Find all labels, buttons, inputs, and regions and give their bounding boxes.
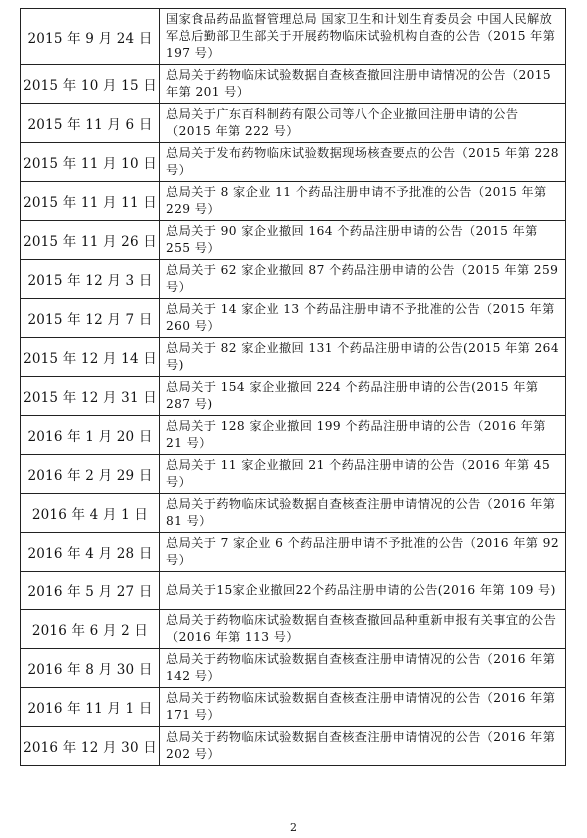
date-cell: 2015 年 11 月 6 日 [21, 104, 160, 143]
table-row [21, 609, 566, 648]
announcement-title-cell: 总局关于广东百科制药有限公司等八个企业撤回注册申请的公告（2015 年第 222 号） [160, 104, 566, 143]
table-row [21, 9, 566, 65]
announcement-title-cell: 总局关于 154 家企业撤回 224 个药品注册申请的公告(2015 年第 287 号) [160, 377, 566, 416]
table-row [21, 338, 566, 377]
announcement-title-cell: 总局关于药物临床试验数据自查核查注册申请情况的公告（2016 年第 81 号） [160, 494, 566, 533]
date-cell: 2016 年 11 月 1 日 [21, 687, 160, 726]
date-cell: 2015 年 11 月 10 日 [21, 143, 160, 182]
date-cell: 2015 年 10 月 15 日 [21, 65, 160, 104]
table-row [21, 687, 566, 726]
date-cell: 2015 年 11 月 11 日 [21, 182, 160, 221]
date-cell: 2015 年 11 月 26 日 [21, 221, 160, 260]
date-cell: 2015 年 12 月 7 日 [21, 299, 160, 338]
table-row [21, 533, 566, 572]
announcement-title-cell: 总局关于药物临床试验数据自查核查注册申请情况的公告（2016 年第 171 号） [160, 687, 566, 726]
date-cell: 2016 年 4 月 1 日 [21, 494, 160, 533]
date-cell: 2016 年 12 月 30 日 [21, 726, 160, 765]
date-cell: 2016 年 4 月 28 日 [21, 533, 160, 572]
table-row [21, 494, 566, 533]
table-row [21, 65, 566, 104]
date-cell: 2015 年 9 月 24 日 [21, 9, 160, 65]
table-row [21, 104, 566, 143]
announcement-title-cell: 总局关于 82 家企业撤回 131 个药品注册申请的公告(2015 年第 264 号) [160, 338, 566, 377]
announcement-title-cell: 总局关于 90 家企业撤回 164 个药品注册申请的公告（2015 年第 255 号） [160, 221, 566, 260]
announcement-table-body [21, 9, 566, 766]
announcement-table [20, 8, 566, 766]
announcement-title-cell: 总局关于药物临床试验数据自查核查注册申请情况的公告（2016 年第 142 号） [160, 648, 566, 687]
announcement-title-cell: 国家食品药品监督管理总局 国家卫生和计划生育委员会 中国人民解放军总后勤部卫生部关于开展药物临床试验机构自查的公告（2015 年第 197 号） [160, 9, 566, 65]
announcement-table-container [20, 8, 566, 766]
announcement-title-cell: 总局关于药物临床试验数据自查核查撤回品种重新申报有关事宜的公告（2016 年第 113 号） [160, 609, 566, 648]
announcement-title-cell: 总局关于药物临床试验数据自查核查注册申请情况的公告（2016 年第 202 号） [160, 726, 566, 765]
announcement-title-cell: 总局关于 7 家企业 6 个药品注册申请不予批准的公告（2016 年第 92 号） [160, 533, 566, 572]
table-row [21, 416, 566, 455]
date-cell: 2016 年 6 月 2 日 [21, 609, 160, 648]
table-row [21, 572, 566, 610]
table-row [21, 221, 566, 260]
date-cell: 2016 年 1 月 20 日 [21, 416, 160, 455]
table-row [21, 260, 566, 299]
date-cell: 2015 年 12 月 31 日 [21, 377, 160, 416]
announcement-title-cell: 总局关于 62 家企业撤回 87 个药品注册申请的公告（2015 年第 259 号） [160, 260, 566, 299]
announcement-title-cell: 总局关于发布药物临床试验数据现场核查要点的公告（2015 年第 228 号） [160, 143, 566, 182]
announcement-title-cell: 总局关于15家企业撤回22个药品注册申请的公告(2016 年第 109 号) [160, 572, 566, 610]
table-row [21, 299, 566, 338]
date-cell: 2015 年 12 月 3 日 [21, 260, 160, 299]
table-row [21, 143, 566, 182]
date-cell: 2016 年 8 月 30 日 [21, 648, 160, 687]
table-row [21, 182, 566, 221]
date-cell: 2015 年 12 月 14 日 [21, 338, 160, 377]
date-cell: 2016 年 2 月 29 日 [21, 455, 160, 494]
announcement-title-cell: 总局关于 11 家企业撤回 21 个药品注册申请的公告（2016 年第 45 号） [160, 455, 566, 494]
table-row [21, 726, 566, 765]
page-number: 2 [290, 821, 297, 834]
announcement-title-cell: 总局关于 14 家企业 13 个药品注册申请不予批准的公告（2015 年第 260 号） [160, 299, 566, 338]
table-row [21, 648, 566, 687]
date-cell: 2016 年 5 月 27 日 [21, 572, 160, 610]
table-row [21, 455, 566, 494]
table-row [21, 377, 566, 416]
announcement-title-cell: 总局关于 128 家企业撤回 199 个药品注册申请的公告（2016 年第 21 号） [160, 416, 566, 455]
announcement-title-cell: 总局关于药物临床试验数据自查核查撤回注册申请情况的公告（2015 年第 201 号） [160, 65, 566, 104]
announcement-title-cell: 总局关于 8 家企业 11 个药品注册申请不予批准的公告（2015 年第 229 号） [160, 182, 566, 221]
